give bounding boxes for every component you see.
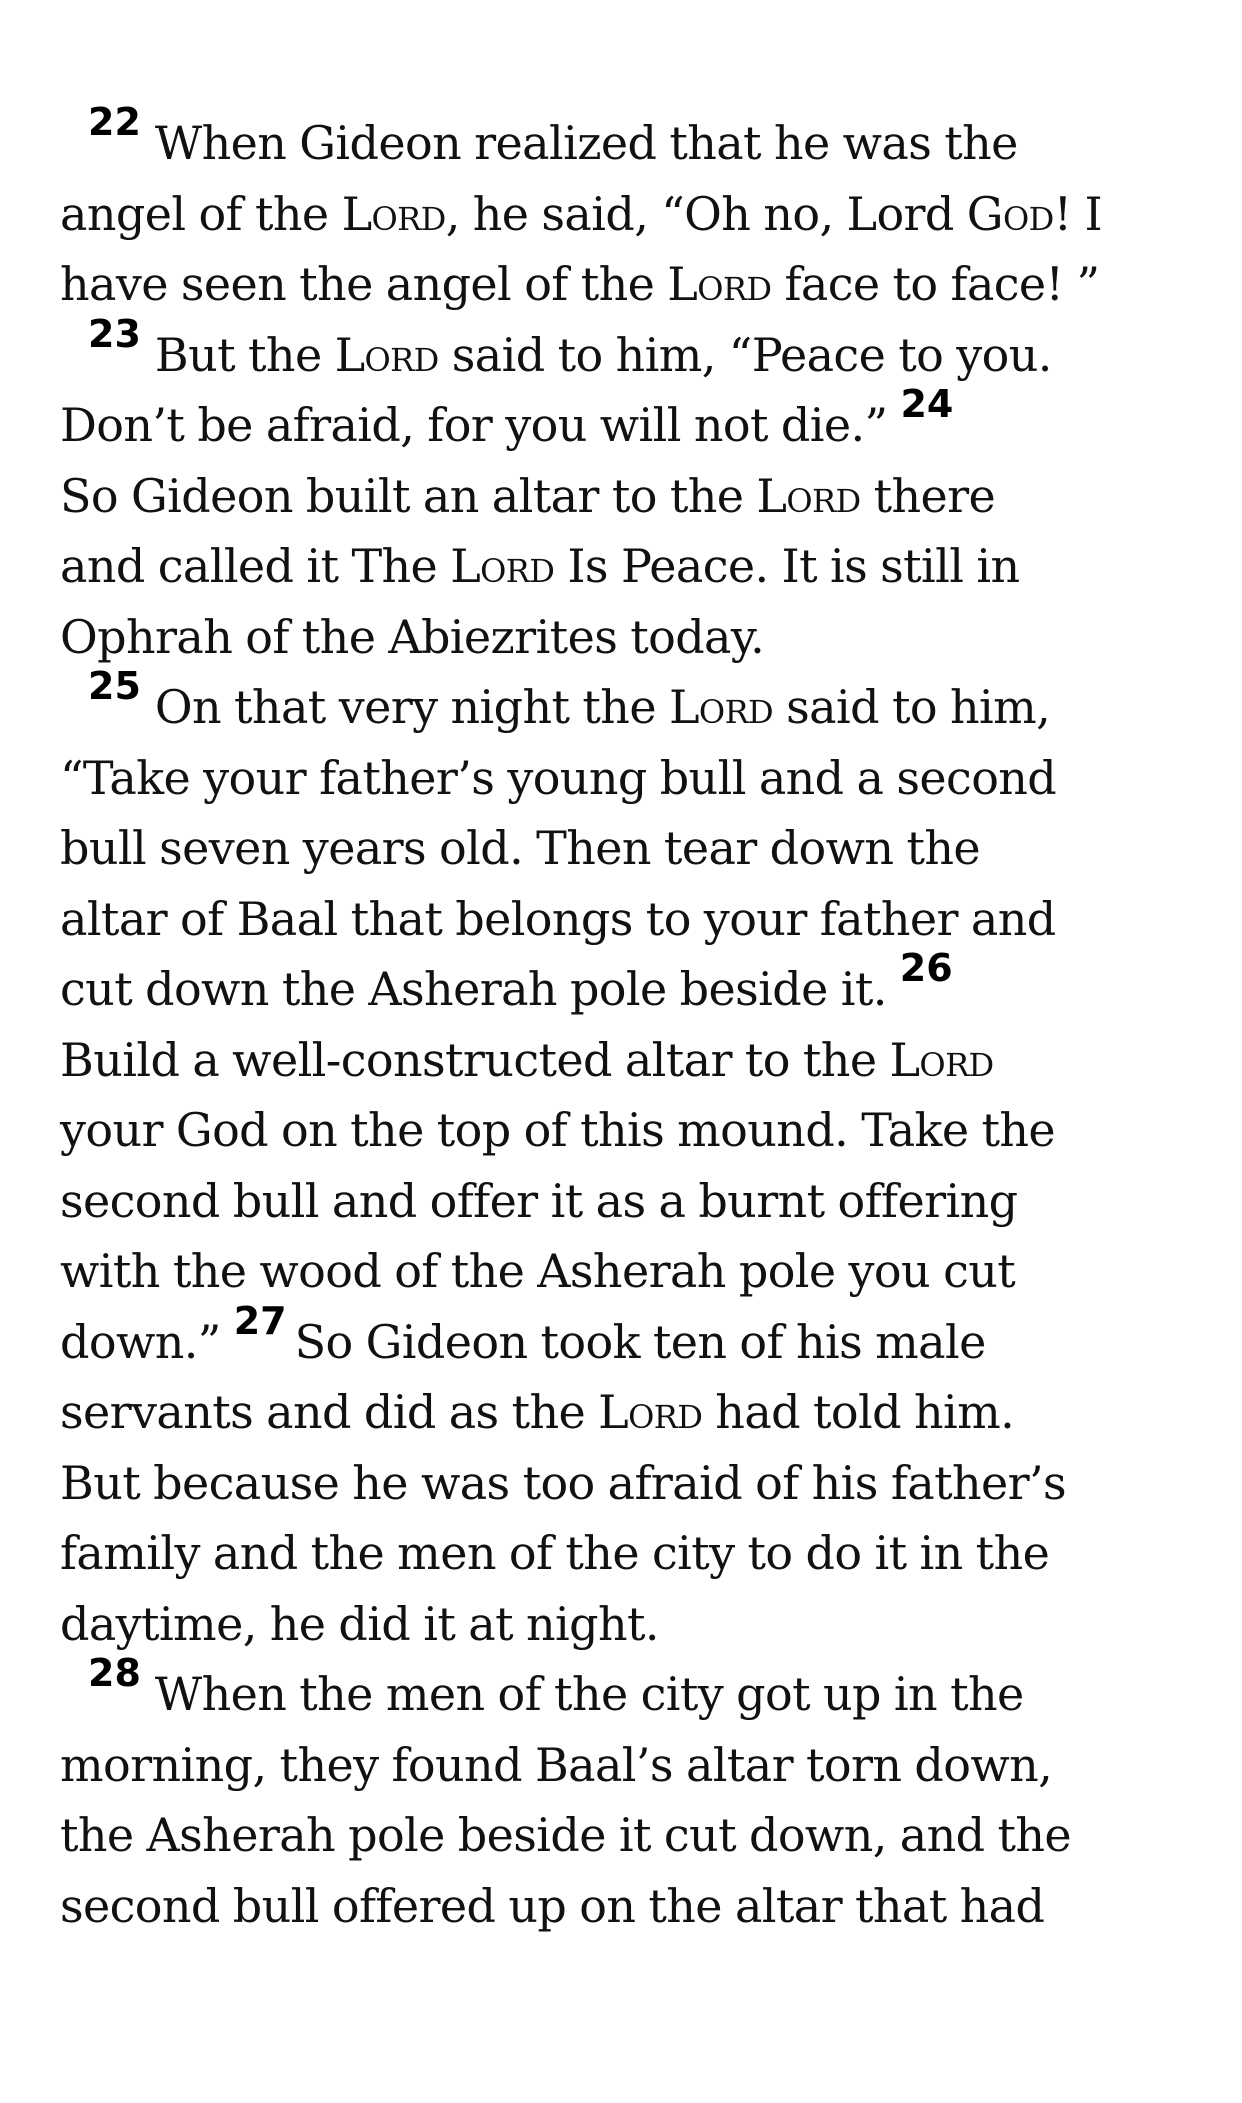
text-line xyxy=(60,382,1190,461)
verse-text: had told him. xyxy=(702,1385,1015,1439)
verse-text: Is Peace. It is still in xyxy=(554,539,1020,593)
verse-text: with the wood of the Asherah pole you cut xyxy=(60,1244,1016,1298)
verse-text: the Asherah pole beside it cut down, and the xyxy=(60,1808,1072,1862)
verse-text: and called it The xyxy=(60,539,451,593)
verse-text: said to him, “Peace to you. xyxy=(438,327,1052,382)
verse-text: have seen the angel of the xyxy=(60,257,668,311)
divine-name: Lord xyxy=(598,1385,703,1439)
text-line xyxy=(60,311,1190,391)
text-line xyxy=(60,249,1190,320)
verse-text: Don’t be afraid, for you will not die.” xyxy=(60,398,901,452)
verse-text: second bull offered up on the altar that had xyxy=(60,1878,1045,1933)
text-line xyxy=(60,1298,1190,1378)
verse-number[interactable]: 26 xyxy=(899,946,953,990)
verse-text: cut down the Asherah pole beside it. xyxy=(60,962,900,1016)
verse-text: Ophrah of the Abiezrites today. xyxy=(60,609,765,664)
text-line xyxy=(60,1518,1190,1589)
verse-text: your God on the top of this mound. Take the xyxy=(60,1103,1056,1157)
divine-name: Lord xyxy=(334,327,439,382)
verse-text: , he said, “Oh no, Lord xyxy=(445,186,967,241)
text-line xyxy=(60,1871,1190,1942)
text-line xyxy=(60,1095,1190,1166)
verse-text: down.” xyxy=(60,1314,234,1369)
text-line xyxy=(60,813,1190,884)
text-line xyxy=(60,461,1190,532)
text-line xyxy=(60,1800,1190,1871)
text-line xyxy=(60,884,1190,955)
divine-name: Lord xyxy=(889,1032,994,1087)
verse-text: morning, they found Baal’s altar torn down, xyxy=(60,1737,1053,1792)
divine-name: Lord xyxy=(450,539,555,593)
text-line xyxy=(60,1448,1190,1519)
verse-text: “Take your father’s young bull and a second xyxy=(60,750,1057,805)
scripture-text xyxy=(60,100,1190,1941)
verse-number[interactable]: 24 xyxy=(900,382,954,426)
text-line xyxy=(60,531,1190,602)
verse-text: there xyxy=(860,468,996,523)
text-line xyxy=(60,1589,1190,1660)
verse-text: daytime, he did it at night. xyxy=(60,1596,659,1651)
text-line xyxy=(60,179,1190,250)
verse-text: Build a well-constructed altar to the xyxy=(60,1032,890,1087)
verse-text: family and the men of the city to do it in the xyxy=(60,1526,1050,1580)
text-line xyxy=(60,602,1190,673)
text-line xyxy=(60,1025,1190,1096)
verse-text: On that very night the xyxy=(154,680,669,734)
text-line xyxy=(60,1730,1190,1801)
verse-text: bull seven years old. Then tear down the xyxy=(60,821,980,875)
verse-number[interactable]: 27 xyxy=(233,1298,287,1343)
text-line xyxy=(60,100,1190,179)
verse-number[interactable]: 22 xyxy=(88,100,141,144)
text-line xyxy=(60,1236,1190,1307)
text-line xyxy=(60,946,1190,1025)
divine-name: Lord xyxy=(341,186,446,241)
divine-name: Lord xyxy=(667,257,772,311)
text-line xyxy=(60,1166,1190,1237)
text-line xyxy=(60,743,1190,814)
verse-text: When Gideon realized that he was the xyxy=(154,116,1018,170)
verse-text: altar of Baal that belongs to your father and xyxy=(60,891,1056,946)
text-line xyxy=(60,664,1190,743)
divine-name: God xyxy=(966,186,1054,241)
verse-text: But because he was too afraid of his father’s xyxy=(60,1455,1067,1510)
verse-number[interactable]: 23 xyxy=(88,311,141,356)
verse-text: said to him, xyxy=(773,680,1051,734)
verse-text: servants and did as the xyxy=(60,1385,599,1439)
divine-name: Lord xyxy=(756,468,861,523)
verse-text: second bull and offer it as a burnt offering xyxy=(60,1173,1018,1228)
verse-number[interactable]: 25 xyxy=(88,664,141,708)
verse-text: ! I xyxy=(1053,186,1103,241)
text-line xyxy=(60,1651,1190,1730)
verse-text: face to face! ” xyxy=(771,257,1100,311)
verse-text: So Gideon took ten of his male xyxy=(294,1314,986,1369)
verse-text: But the xyxy=(154,327,335,382)
divine-name: Lord xyxy=(668,680,774,734)
text-line xyxy=(60,1377,1190,1448)
verse-text: So Gideon built an altar to the xyxy=(60,468,757,523)
verse-text: When the men of the city got up in the xyxy=(154,1667,1024,1721)
verse-text: angel of the xyxy=(60,186,342,241)
verse-number[interactable]: 28 xyxy=(88,1651,141,1695)
